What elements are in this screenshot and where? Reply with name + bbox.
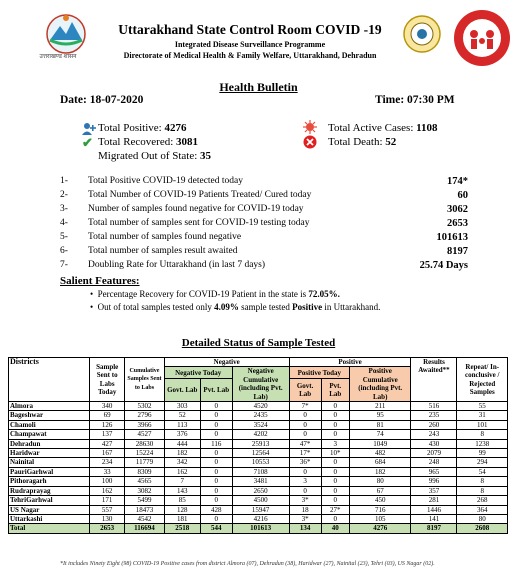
table-cell: 2608 — [457, 524, 508, 533]
header-programme: Integrated Disease Surveillance Programme — [174, 40, 326, 49]
table-cell: 376 — [164, 430, 200, 439]
table-cell: 965 — [411, 467, 457, 476]
table-cell: 4276 — [350, 524, 411, 533]
table-cell: 1238 — [457, 439, 508, 448]
table-cell: 36* — [289, 458, 321, 467]
table-cell: 181 — [164, 514, 200, 523]
table-cell: 444 — [164, 439, 200, 448]
table-cell: 684 — [350, 458, 411, 467]
table-cell: 0 — [289, 467, 321, 476]
table-cell: 364 — [457, 505, 508, 514]
table-cell: 3 — [321, 439, 350, 448]
table-cell: 12564 — [232, 449, 289, 458]
table-cell: 130 — [90, 514, 125, 523]
table-cell: 3481 — [232, 477, 289, 486]
table-cell: 303 — [164, 402, 200, 411]
col-negative-cumulative: Negative Cumulative (including Pvt. Lab) — [232, 367, 289, 402]
table-row — [9, 514, 508, 523]
list-item: 7- Doubling Rate for Uttarakhand (in last 7 days) 25.74 Days — [60, 260, 468, 271]
table-cell: 182 — [164, 449, 200, 458]
table-cell: 0 — [321, 477, 350, 486]
table-cell: 342 — [164, 458, 200, 467]
table-cell: 268 — [457, 496, 508, 505]
table-cell: 557 — [90, 505, 125, 514]
table-cell: 31 — [457, 411, 508, 420]
table-cell: 5499 — [125, 496, 164, 505]
table-cell: 182 — [350, 467, 411, 476]
table-cell: 101613 — [232, 524, 289, 533]
table-cell: 428 — [200, 505, 232, 514]
list-item: 6- Total number of samples result awaited 8197 — [60, 246, 468, 257]
table-cell: 15224 — [125, 449, 164, 458]
district-cell: Haridwar — [9, 449, 90, 458]
table-cell: 95 — [350, 411, 411, 420]
district-cell: Bageshwar — [9, 411, 90, 420]
table-cell: 18473 — [125, 505, 164, 514]
table-total-row — [9, 524, 508, 533]
table-cell: 0 — [321, 402, 350, 411]
total-positive: Total Positive: 4276 — [98, 122, 187, 134]
table-cell: 0 — [321, 514, 350, 523]
bulletin-title: Health Bulletin — [219, 80, 298, 94]
check-icon: ✔ — [82, 135, 93, 150]
close-circle-icon — [303, 135, 317, 151]
table-cell: 3966 — [125, 420, 164, 429]
table-cell: 248 — [411, 458, 457, 467]
col-repeat: Repeat/ In-conclusive / Rejected Samples — [457, 358, 508, 402]
table-row — [9, 458, 508, 467]
table-cell: 40 — [321, 524, 350, 533]
table-cell: 0 — [289, 420, 321, 429]
table-cell: 52 — [164, 411, 200, 420]
table-cell: 5302 — [125, 402, 164, 411]
district-cell: TehriGarhwal — [9, 496, 90, 505]
table-cell: 0 — [321, 467, 350, 476]
table-row — [9, 411, 508, 420]
nhm-logo — [452, 8, 512, 68]
footnote: *It includes Ninety Eight (98) COVID-19 Positive cases from district Almora (07), Dehradun (38), Haridwar (27), Nainital (23), Tehri (03), US Nagar (02). — [60, 561, 435, 567]
table-cell: 3524 — [232, 420, 289, 429]
table-cell: 450 — [350, 496, 411, 505]
table-cell: 2650 — [232, 486, 289, 495]
table-cell: 7108 — [232, 467, 289, 476]
table-cell: 11779 — [125, 458, 164, 467]
table-cell: 105 — [350, 514, 411, 523]
table-cell: 100 — [90, 477, 125, 486]
district-cell: US Nagar — [9, 505, 90, 514]
table-cell: 0 — [200, 486, 232, 495]
bullet-positivity: • Out of total samples tested only 4.09% sample tested Positive in Uttarakhand. — [90, 302, 381, 312]
table-row — [9, 449, 508, 458]
table-cell: 4565 — [125, 477, 164, 486]
table-cell: 128 — [164, 505, 200, 514]
table-cell: 2796 — [125, 411, 164, 420]
col-negative: Negative — [164, 358, 289, 367]
table-row — [9, 477, 508, 486]
col-pvt-lab-pos: Pvt. Lab — [321, 379, 350, 402]
table-cell: 28630 — [125, 439, 164, 448]
table-cell: 2653 — [90, 524, 125, 533]
table-cell: 243 — [411, 430, 457, 439]
table-title: Detailed Status of Sample Tested — [181, 337, 336, 349]
table-cell: 69 — [90, 411, 125, 420]
table-cell: 3* — [289, 496, 321, 505]
table-cell: 0 — [200, 467, 232, 476]
table-cell: 167 — [90, 449, 125, 458]
district-cell: Uttarkashi — [9, 514, 90, 523]
table-cell: 33 — [90, 467, 125, 476]
table-cell: 162 — [164, 467, 200, 476]
bulletin-time: Time: 07:30 PM — [375, 94, 455, 106]
table-cell: 162 — [90, 486, 125, 495]
table-cell: 85 — [164, 496, 200, 505]
table-cell: 0 — [321, 486, 350, 495]
table-cell: 4527 — [125, 430, 164, 439]
total-recovered: Total Recovered: 3081 — [98, 136, 199, 148]
col-govt-lab: Govt. Lab — [164, 379, 200, 402]
table-cell: 10* — [321, 449, 350, 458]
table-cell: 25913 — [232, 439, 289, 448]
table-cell: 8 — [457, 430, 508, 439]
table-cell: 17* — [289, 449, 321, 458]
table-cell: 8 — [457, 477, 508, 486]
table-cell: 2079 — [411, 449, 457, 458]
table-cell: 0 — [321, 496, 350, 505]
table-cell: 7 — [164, 477, 200, 486]
col-positive: Positive — [289, 358, 411, 367]
table-cell: 0 — [200, 458, 232, 467]
table-cell: 8309 — [125, 467, 164, 476]
col-sent-today: Sample Sent to Labs Today — [90, 358, 125, 402]
district-cell: PauriGarhwal — [9, 467, 90, 476]
table-cell: 80 — [457, 514, 508, 523]
list-item: 3- Number of samples found negative for COVID-19 today 3062 — [60, 204, 468, 215]
table-cell: 1446 — [411, 505, 457, 514]
table-cell: 18 — [289, 505, 321, 514]
col-results-awaited: Results Awaited** — [411, 358, 457, 402]
table-cell: 54 — [457, 467, 508, 476]
table-cell: 234 — [90, 458, 125, 467]
col-districts: Districts — [9, 358, 90, 402]
table-cell: 1049 — [350, 439, 411, 448]
table-row — [9, 402, 508, 411]
bulletin-date: Date: 18-07-2020 — [60, 94, 144, 106]
table-cell: 0 — [289, 411, 321, 420]
table-cell: 294 — [457, 458, 508, 467]
district-cell: Total — [9, 524, 90, 533]
table-cell: 211 — [350, 402, 411, 411]
table-cell: 0 — [289, 430, 321, 439]
table-cell: 0 — [200, 477, 232, 486]
col-negative-today: Negative Today — [164, 367, 232, 379]
table-cell: 2435 — [232, 411, 289, 420]
table-cell: 340 — [90, 402, 125, 411]
table-cell: 0 — [200, 411, 232, 420]
col-cumulative: Cumulative Samples Sent to Labs — [125, 358, 164, 402]
total-death: Total Death: 52 — [328, 136, 397, 148]
table-cell: 143 — [164, 486, 200, 495]
table-cell: 0 — [200, 420, 232, 429]
district-cell: Pithoragarh — [9, 477, 90, 486]
table-cell: 0 — [200, 449, 232, 458]
district-cell: Almora — [9, 402, 90, 411]
table-cell: 47* — [289, 439, 321, 448]
table-row — [9, 486, 508, 495]
total-active: Total Active Cases: 1108 — [328, 122, 438, 134]
table-cell: 126 — [90, 420, 125, 429]
table-row — [9, 505, 508, 514]
table-cell: 74 — [350, 430, 411, 439]
table-cell: 55 — [457, 402, 508, 411]
table-cell: 235 — [411, 411, 457, 420]
table-cell: 171 — [90, 496, 125, 505]
table-cell: 4520 — [232, 402, 289, 411]
list-item: 2- Total Number of COVID-19 Patients Treated/ Cured today 60 — [60, 190, 468, 201]
uttarakhand-emblem-logo — [42, 10, 90, 58]
table-cell: 544 — [200, 524, 232, 533]
col-positive-cumulative: Positive Cumulative (including Pvt. Lab) — [350, 367, 411, 402]
list-item: 5- Total number of samples found negative 101613 — [60, 232, 468, 243]
table-cell: 116 — [200, 439, 232, 448]
table-cell: 4216 — [232, 514, 289, 523]
district-cell: Nainital — [9, 458, 90, 467]
bullet-recovery: • Percentage Recovery for COVID-19 Patient in the state is 72.05%. — [90, 289, 340, 299]
table-row — [9, 467, 508, 476]
table-cell: 67 — [350, 486, 411, 495]
col-govt-lab-pos: Govt. Lab — [289, 379, 321, 402]
table-row — [9, 496, 508, 505]
table-cell: 516 — [411, 402, 457, 411]
table-cell: 27* — [321, 505, 350, 514]
table-cell: 3082 — [125, 486, 164, 495]
table-cell: 8 — [457, 486, 508, 495]
col-positive-today: Positive Today — [289, 367, 349, 379]
table-cell: 0 — [321, 420, 350, 429]
table-cell: 101 — [457, 420, 508, 429]
table-cell: 3 — [289, 477, 321, 486]
table-cell: 0 — [289, 486, 321, 495]
logo-left-caption: उत्तराखण्ड शासन — [39, 54, 77, 60]
district-cell: Rudraprayag — [9, 486, 90, 495]
table-cell: 116694 — [125, 524, 164, 533]
sample-status-table — [8, 357, 508, 534]
table-cell: 137 — [90, 430, 125, 439]
table-row — [9, 420, 508, 429]
idsp-logo — [402, 14, 442, 54]
table-cell: 0 — [321, 411, 350, 420]
virus-icon — [303, 120, 317, 136]
table-cell: 996 — [411, 477, 457, 486]
table-cell: 7* — [289, 402, 321, 411]
table-cell: 80 — [350, 477, 411, 486]
table-cell: 0 — [200, 402, 232, 411]
table-row — [9, 439, 508, 448]
table-cell: 0 — [200, 430, 232, 439]
district-cell: Champawat — [9, 430, 90, 439]
table-row — [9, 430, 508, 439]
header-directorate: Directorate of Medical Health & Family Welfare, Uttarakhand, Dehradun — [123, 51, 377, 60]
table-cell: 260 — [411, 420, 457, 429]
table-cell: 8197 — [411, 524, 457, 533]
table-cell: 4542 — [125, 514, 164, 523]
table-cell: 482 — [350, 449, 411, 458]
table-cell: 3* — [289, 514, 321, 523]
table-cell: 4202 — [232, 430, 289, 439]
table-cell: 99 — [457, 449, 508, 458]
table-cell: 427 — [90, 439, 125, 448]
table-cell: 4500 — [232, 496, 289, 505]
table-cell: 0 — [321, 458, 350, 467]
table-cell: 0 — [321, 430, 350, 439]
list-item: 1- Total Positive COVID-19 detected today 174* — [60, 176, 468, 187]
table-cell: 2518 — [164, 524, 200, 533]
list-item: 4- Total number of samples sent for COVID-19 testing today 2653 — [60, 218, 468, 229]
district-cell: Chamoli — [9, 420, 90, 429]
col-pvt-lab: Pvt. Lab — [200, 379, 232, 402]
district-cell: Dehradun — [9, 439, 90, 448]
table-cell: 281 — [411, 496, 457, 505]
table-cell: 357 — [411, 486, 457, 495]
migrated-out: Migrated Out of State: 35 — [98, 150, 212, 162]
table-cell: 134 — [289, 524, 321, 533]
table-cell: 113 — [164, 420, 200, 429]
table-cell: 81 — [350, 420, 411, 429]
table-cell: 0 — [200, 496, 232, 505]
table-cell: 10553 — [232, 458, 289, 467]
table-cell: 0 — [200, 514, 232, 523]
salient-bullets — [90, 289, 380, 315]
table-cell: 15947 — [232, 505, 289, 514]
table-cell: 716 — [350, 505, 411, 514]
table-cell: 141 — [411, 514, 457, 523]
table-cell: 430 — [411, 439, 457, 448]
header-title: Uttarakhand State Control Room COVID -19 — [118, 22, 382, 37]
salient-features-title: Salient Features: — [60, 275, 140, 287]
